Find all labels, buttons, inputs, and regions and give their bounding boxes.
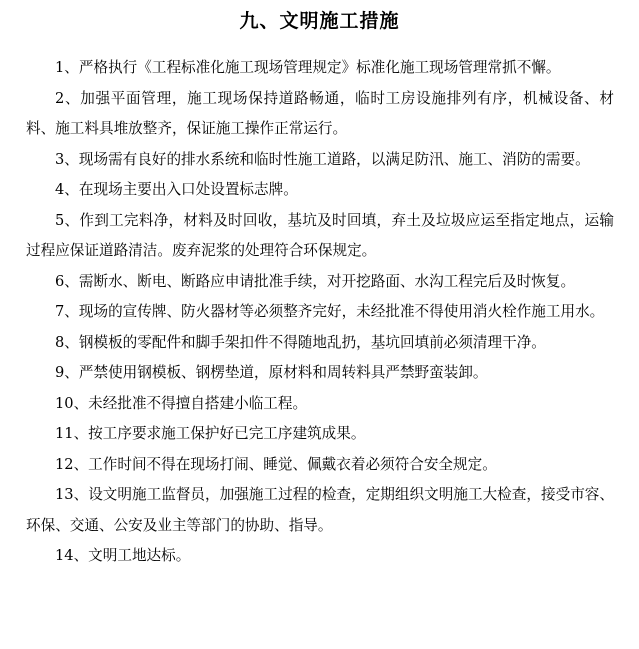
list-item-11: 11、按工序要求施工保护好已完工序建筑成果。 bbox=[55, 425, 366, 442]
list-item-9: 9、严禁使用钢模板、钢楞垫道，原材料和周转料具严禁野蛮装卸。 bbox=[55, 364, 488, 381]
list-item-5: 5、作到工完料净，材料及时回收，基坑及时回填，弃土及垃圾应运至指定地点，运输过程应保证道路清洁。废弃泥浆的处理符合环保规定。 bbox=[26, 211, 614, 259]
list-item-8: 8、钢模板的零配件和脚手架扣件不得随地乱扔，基坑回填前必须清理干净。 bbox=[55, 333, 546, 351]
measures-list bbox=[26, 53, 614, 572]
list-item-13: 13、设文明施工监督员，加强施工过程的检查，定期组织文明施工大检查，接受市容、环保、交通、公安及业主等部门的协助、指导。 bbox=[26, 486, 614, 534]
list-item-6: 6、需断水、断电、断路应申请批准手续，对开挖路面、水沟工程完后及时恢复。 bbox=[55, 272, 576, 290]
list-item-10: 10、未经批准不得擅自搭建小临工程。 bbox=[55, 394, 308, 412]
list-item-12: 12、工作时间不得在现场打闹、睡觉、佩戴衣着必须符合安全规定。 bbox=[55, 455, 497, 473]
list-item-3: 3、现场需有良好的排水系统和临时性施工道路，以满足防汛、施工、消防的需要。 bbox=[55, 150, 590, 168]
list-item-1: 1、严格执行《工程标准化施工现场管理规定》标准化施工现场管理常抓不懈。 bbox=[55, 59, 561, 76]
list-item-4: 4、在现场主要出入口处设置标志牌。 bbox=[55, 181, 298, 198]
list-item-7: 7、现场的宣传牌、防火器材等必须整齐完好，未经批准不得使用消火栓作施工用水。 bbox=[55, 303, 605, 320]
list-item-14: 14、文明工地达标。 bbox=[55, 547, 191, 564]
list-item-2: 2、加强平面管理，施工现场保持道路畅通，临时工房设施排列有序，机械设备、材料、施工料具堆放整齐，保证施工操作正常运行。 bbox=[26, 89, 614, 137]
page-title: 九、文明施工措施 bbox=[239, 10, 400, 32]
